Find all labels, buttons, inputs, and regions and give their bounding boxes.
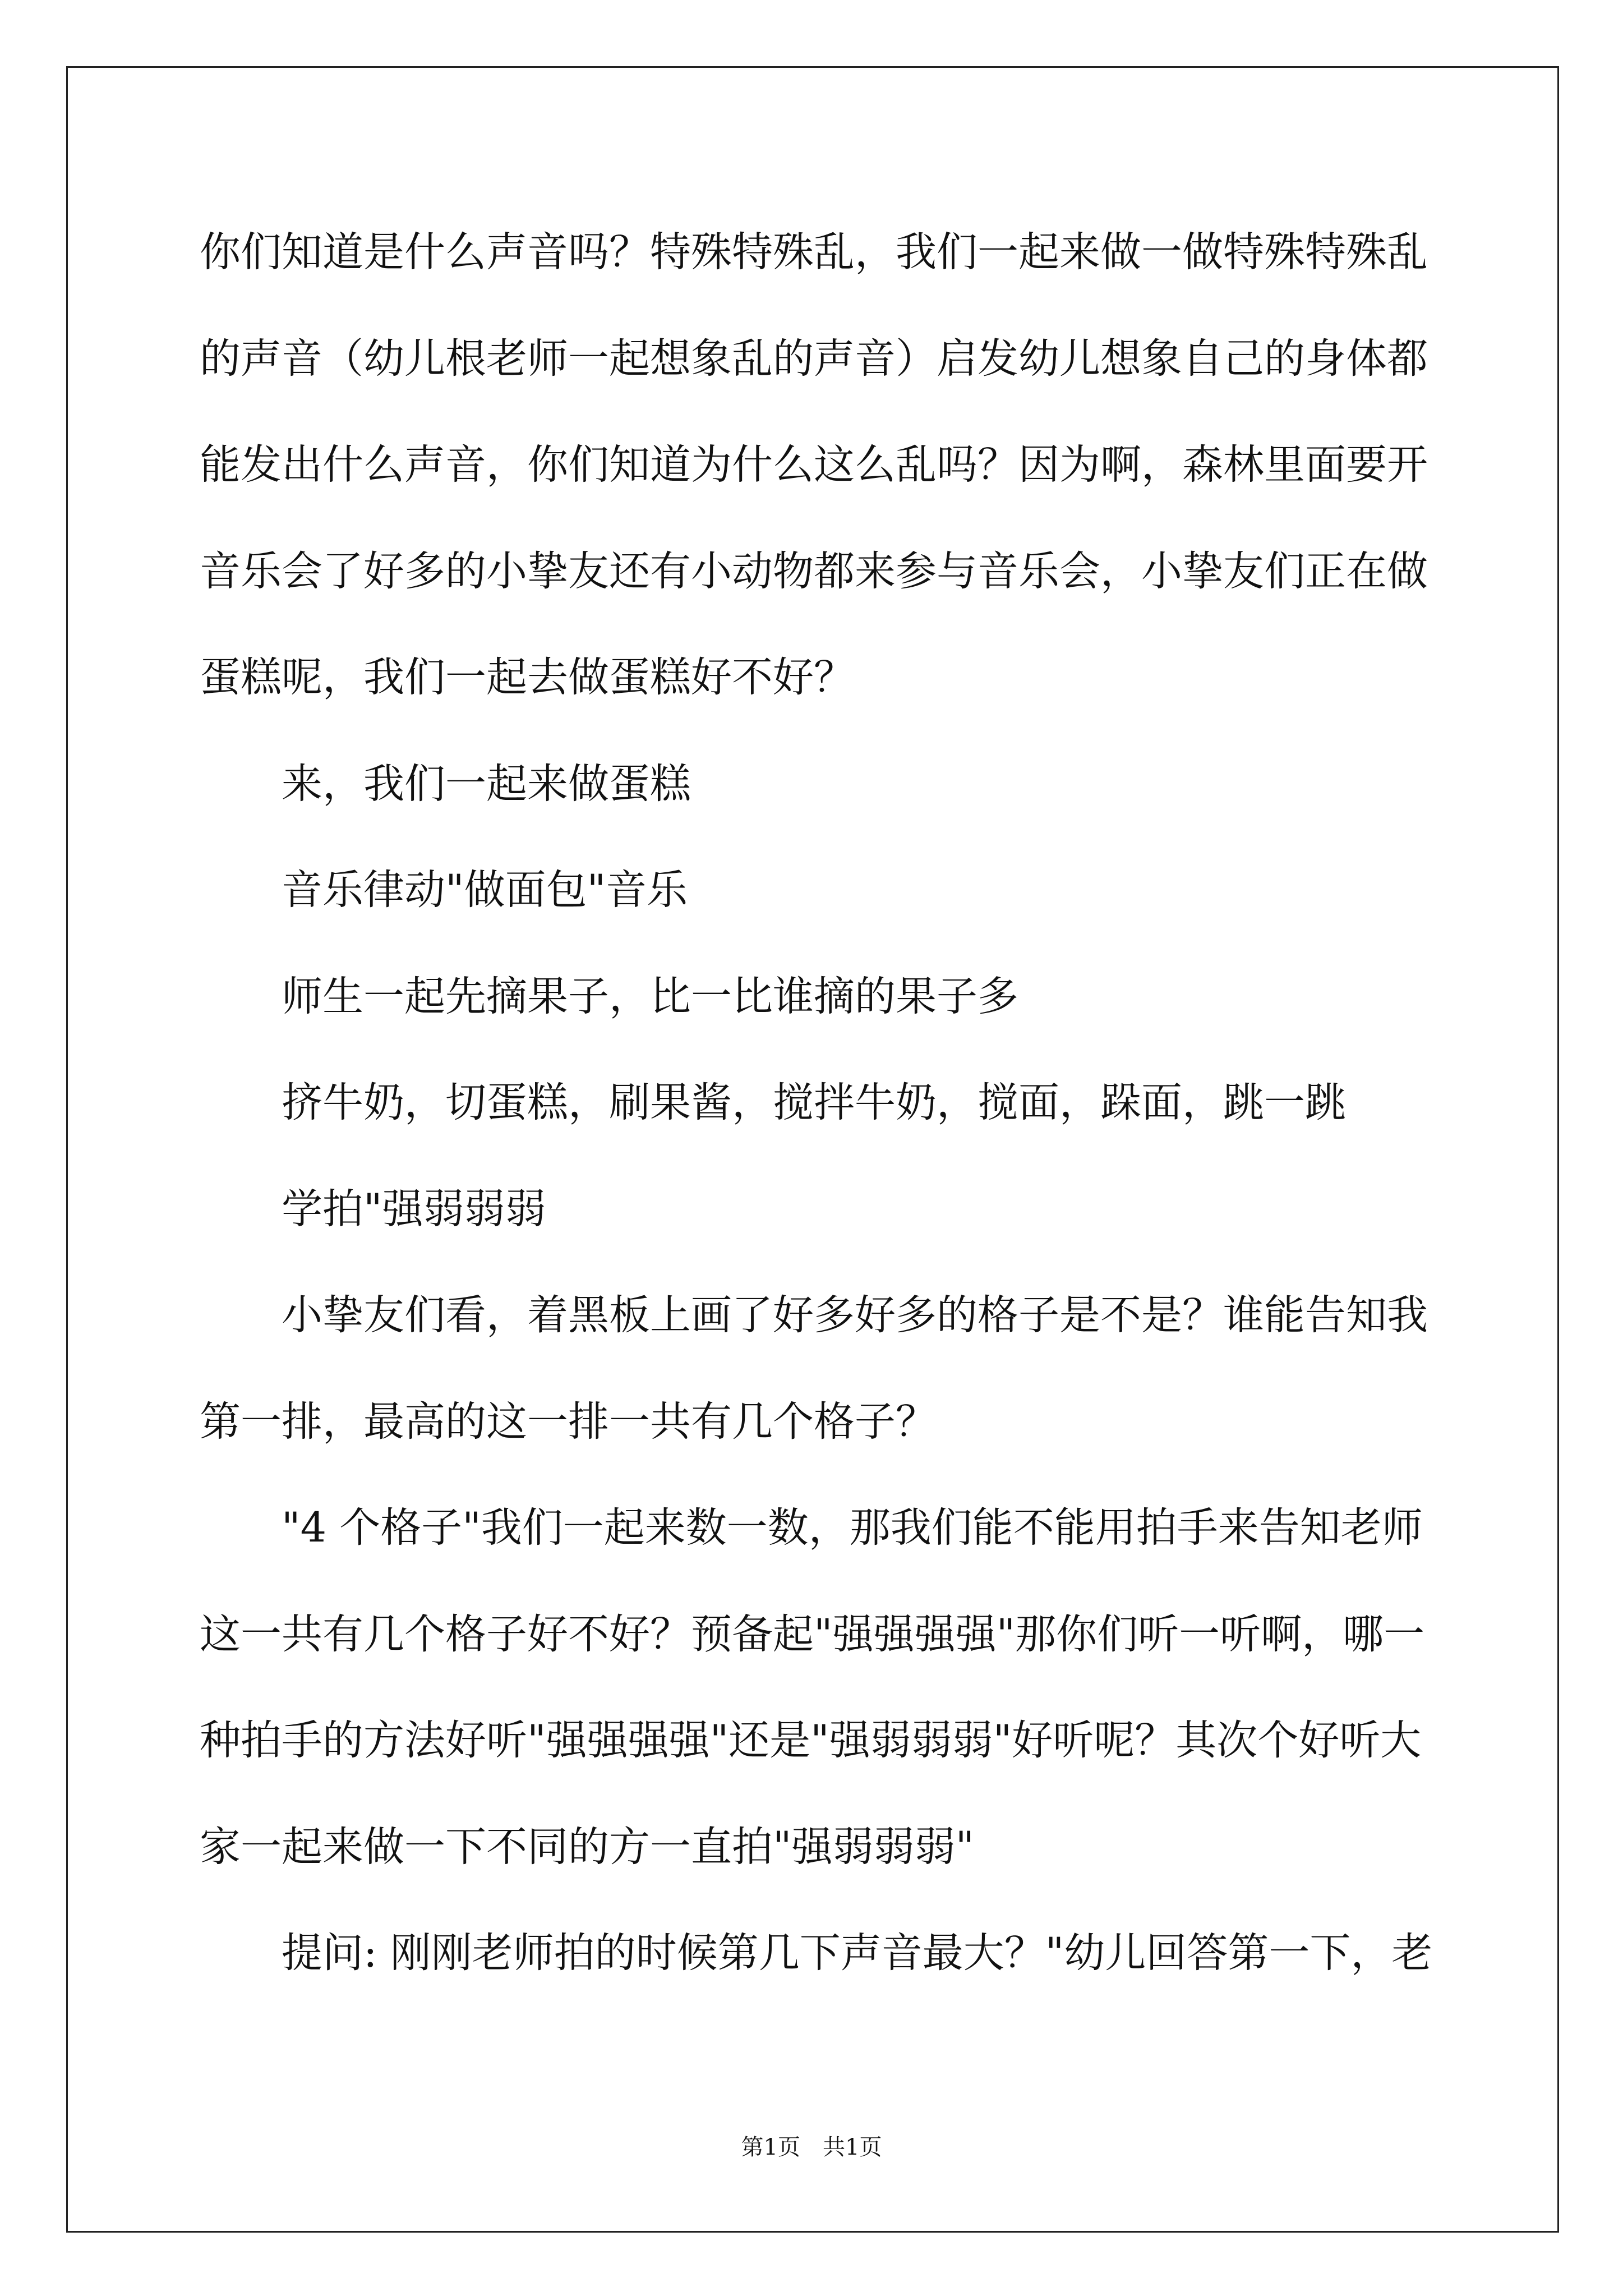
text-line: 小挚友们看，着黑板上画了好多好多的格子是不是？谁能告知我 <box>282 1291 1428 1339</box>
text-line: 蛋糕呢，我们一起去做蛋糕好不好？ <box>200 654 855 701</box>
document-body <box>200 199 1490 2007</box>
text-line: 提问: 刚刚老师拍的时候第几下声音最大？"幼儿回答第一下，老 <box>282 1929 1433 1977</box>
text-line: 挤牛奶，切蛋糕，刷果酱，搅拌牛奶，搅面，跺面，跳一跳 <box>282 1079 1346 1126</box>
text-line: 来，我们一起来做蛋糕 <box>282 760 691 808</box>
text-line: 音乐律动"做面包"音乐 <box>282 866 688 914</box>
page-number-footer: 第1页 共1页 <box>741 2134 882 2160</box>
text-line: 音乐会了好多的小挚友还有小动物都来参与音乐会，小挚友们正在做 <box>200 547 1428 595</box>
text-line: 师生一起先摘果子，比一比谁摘的果子多 <box>282 972 1018 1020</box>
text-line: 的声音（幼儿根老师一起想象乱的声音）启发幼儿想象自己的身体都 <box>200 334 1428 383</box>
text-line: 种拍手的方法好听"强强强强"还是"强弱弱弱"好听呢？其次个好听大 <box>200 1717 1422 1764</box>
text-line: 家一起来做一下不同的方一直拍"强弱弱弱" <box>200 1823 975 1871</box>
text-line: "4 个格子"我们一起来数一数，那我们能不能用拍手来告知老师 <box>282 1504 1423 1552</box>
text-line: 能发出什么声音，你们知道为什么这么乱吗？因为啊，森林里面要开 <box>200 441 1428 489</box>
text-line: 第一排，最高的这一排一共有几个格子？ <box>200 1397 937 1446</box>
text-line: 你们知道是什么声音吗？特殊特殊乱，我们一起来做一做特殊特殊乱 <box>200 228 1428 276</box>
text-line: 这一共有几个格子好不好？预备起"强强强强"那你们听一听啊，哪一 <box>200 1610 1425 1658</box>
text-line: 学拍"强弱弱弱 <box>282 1185 546 1233</box>
